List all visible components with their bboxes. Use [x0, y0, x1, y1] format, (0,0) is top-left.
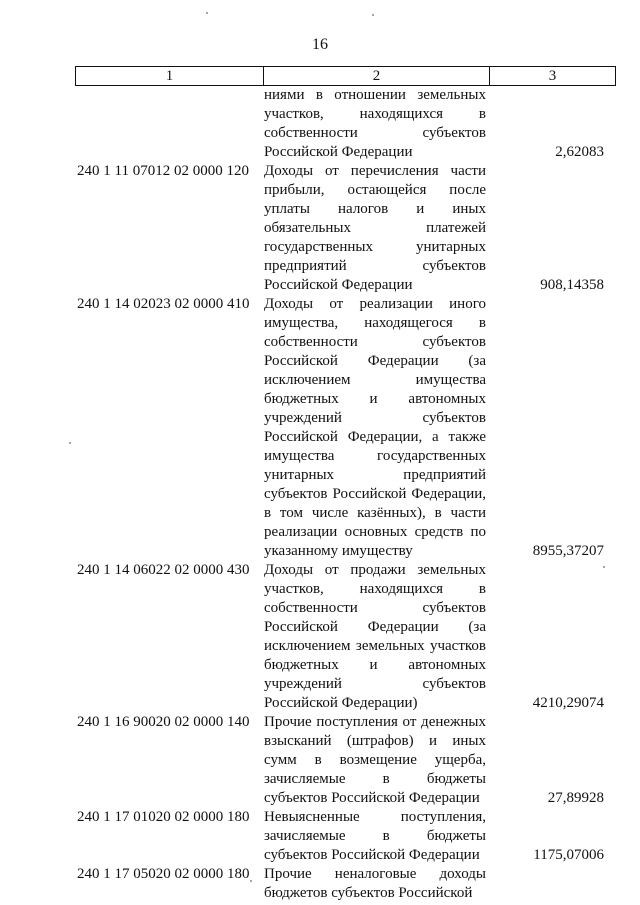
revenue-amount: 2,62083	[555, 144, 604, 160]
column-header-row	[76, 67, 616, 86]
revenue-description: Прочие поступления от денежных взысканий (штрафов) и иных сумм в возмещение ущерба, зачисляемые в бюджеты субъектов Российской Федерации	[264, 714, 486, 806]
column-header-2: 2	[264, 67, 490, 86]
table-row	[0, 295, 640, 561]
revenue-description: ниями в отношении земельных участков, находящихся в собственности субъектов Российской Федерации	[264, 87, 486, 160]
classification-code: 240 1 14 06022 02 0000 430	[77, 562, 250, 578]
scan-speck	[372, 14, 374, 16]
revenue-description: Невыясненные поступления, зачисляемые в бюджеты субъектов Российской Федерации	[264, 809, 486, 863]
revenue-description: Доходы от продажи земельных участков, находящихся в собственности субъектов Российской Федерации (за исключением земельных участков бюджетных и автономных учреждений субъектов Российской Федерации)	[264, 562, 486, 711]
classification-code: 240 1 14 02023 02 0000 410	[77, 296, 250, 312]
table-row	[0, 865, 640, 903]
column-header-table	[75, 66, 616, 86]
classification-code: 240 1 17 01020 02 0000 180	[77, 809, 250, 825]
column-header-1: 1	[76, 67, 264, 86]
classification-code: 240 1 16 90020 02 0000 140	[77, 714, 250, 730]
scan-speck	[250, 880, 252, 882]
table-row	[0, 162, 640, 295]
table-row	[0, 713, 640, 808]
revenue-description: Доходы от реализации иного имущества, находящегося в собственности субъектов Российской Федерации (за исключением имущества бюджетных и автономных учреждений субъектов Российской Федерации, а также имущества государственных унитарных предприятий субъектов Российской Федерации, в том числе казённых), в части реализации основных средств по указанному имуществу	[264, 296, 486, 559]
scan-speck	[69, 442, 71, 444]
revenue-amount: 1175,07006	[533, 847, 604, 863]
revenue-amount: 27,89928	[547, 790, 604, 806]
scan-speck	[206, 12, 208, 14]
revenue-description: Доходы от перечисления части прибыли, остающейся после уплаты налогов и иных обязательных платежей государственных унитарных предприятий субъектов Российской Федерации	[264, 163, 486, 293]
table-row	[0, 808, 640, 865]
revenue-amount: 908,14358	[540, 277, 604, 293]
table-row	[0, 86, 640, 162]
revenue-description: Прочие неналоговые доходы бюджетов субъектов Российской	[264, 866, 486, 901]
classification-code: 240 1 17 05020 02 0000 180	[77, 866, 250, 882]
revenue-amount: 4210,29074	[532, 695, 604, 711]
scan-speck	[603, 566, 605, 568]
table-row	[0, 561, 640, 713]
classification-code: 240 1 11 07012 02 0000 120	[77, 163, 249, 179]
column-header-3: 3	[490, 67, 616, 86]
table-body	[0, 86, 640, 903]
page-number: 16	[312, 36, 328, 53]
revenue-amount: 8955,37207	[532, 543, 604, 559]
